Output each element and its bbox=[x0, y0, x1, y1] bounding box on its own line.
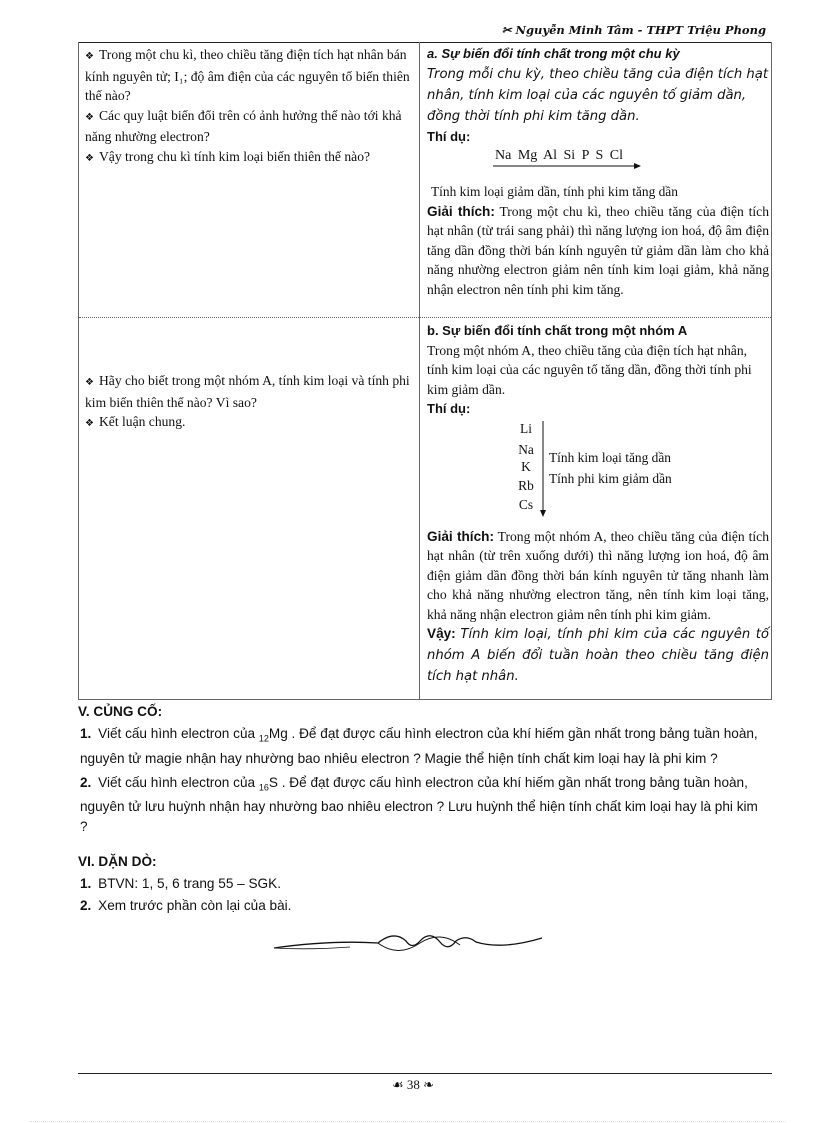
row1-content bbox=[427, 44, 769, 299]
bottom-dotted-edge bbox=[30, 1121, 786, 1122]
homework-item: 1. BTVN: 1, 5, 6 trang 55 – SGK. bbox=[80, 876, 281, 891]
element-symbol: K bbox=[521, 458, 531, 474]
row2-questions bbox=[85, 371, 415, 434]
element-symbol: Na bbox=[518, 441, 534, 457]
example-label: Thí dụ: bbox=[427, 128, 471, 144]
question-item: ❖ Các quy luật biến đổi trên có ảnh hưởng thế nào tới khả năng nhường electron? bbox=[85, 107, 402, 144]
element-sequence bbox=[427, 146, 769, 182]
section-b-heading: b. Sự biến đổi tính chất trong một nhóm A bbox=[427, 323, 688, 338]
conclusion-label: Vậy: bbox=[427, 626, 456, 641]
example-label: Thí dụ: bbox=[427, 401, 471, 416]
exercise-1: 1. Viết cấu hình electron của $_{12}$Mg . Để đạt được cấu hình electron của khí hiếm gần nhất trong bảng tuần hoàn, nguyên tử magie nhận hay nhường bao nhiêu electron ? Magie thể hiện tính chất kim loại hay là phi kim ? bbox=[80, 726, 758, 766]
lesson-table bbox=[78, 42, 772, 700]
diamond-bullet-icon: ❖ bbox=[85, 152, 94, 164]
period-explanation: Giải thích: Trong một chu kì, theo chiều tăng của điện tích hạt nhân (từ trái sang phải) thì năng lượng ion hoá, độ âm điện tăng dần đồng thời bán kính nguyên tử giảm dần làm cho khả năng nhường electron giảm nên tính kim loại giảm, khả năng nhận electron nên tính phi kim tăng. bbox=[427, 203, 770, 297]
column-divider bbox=[419, 42, 420, 699]
element-symbol: Rb bbox=[518, 477, 534, 493]
down-arrow-icon bbox=[539, 421, 547, 517]
homework-item: 2. Xem trước phần còn lại của bài. bbox=[80, 898, 292, 913]
exercise-2: 2. Viết cấu hình electron của $_{16}$S . Để đạt được cấu hình electron của khí hiếm gần nhất trong bảng tuần hoàn, nguyên tử lưu huỳnh nhận hay nhường bao nhiêu electron ? Lưu huỳnh thể hiện tính chất kim loại hay là phi kim ? bbox=[80, 774, 758, 835]
right-arrow-icon bbox=[493, 162, 641, 170]
period-rule: Trong mỗi chu kỳ, theo chiều tăng của điện tích hạt nhân, tính kim loại của các nguyên tố giảm dần, đồng thời tính phi kim tăng dần. bbox=[427, 66, 769, 124]
question-item: ❖ Trong một chu kì, theo chiều tăng điện tích hạt nhân bán kính nguyên tử; I₁; độ âm điện của các nguyên tố biến thiên thế nào? bbox=[85, 47, 410, 103]
nonmetal-trend: Tính phi kim giảm dần bbox=[549, 470, 672, 486]
diamond-bullet-icon: ❖ bbox=[85, 111, 94, 123]
diamond-bullet-icon: ❖ bbox=[85, 377, 94, 388]
row1-questions bbox=[85, 45, 415, 168]
diamond-bullet-icon: ❖ bbox=[85, 418, 94, 429]
row2-content bbox=[427, 321, 769, 687]
diamond-bullet-icon: ❖ bbox=[85, 51, 94, 62]
sequence-text: Na Mg Al Si P S Cl bbox=[495, 148, 623, 163]
homework-section bbox=[78, 852, 768, 916]
group-conclusion: Vậy: Tính kim loại, tính phi kim của các nguyên tố nhóm A biến đổi tuần hoàn theo chiều tăng điện tích hạt nhân. bbox=[427, 626, 769, 684]
group-rule: Trong một nhóm A, theo chiều tăng của điện tích hạt nhân, tính kim loại của các nguyên tố tăng dần, đồng thời tính phi kim giảm dần. bbox=[427, 342, 752, 397]
period-trend: Tính kim loại giảm dần, tính phi kim tăng dần bbox=[431, 184, 678, 199]
question-item: ❖ Hãy cho biết trong một nhóm A, tính kim loại và tính phi kim biến thiên thế nào? Vì sao? bbox=[85, 373, 410, 410]
explain-label: Giải thích: bbox=[427, 528, 494, 544]
page-header bbox=[78, 20, 772, 43]
author-line: ✂ Nguyễn Minh Tâm - THPT Triệu Phong bbox=[501, 23, 766, 37]
element-symbol: Li bbox=[520, 420, 532, 436]
section-title: V. CỦNG CỐ: bbox=[78, 704, 163, 719]
group-explanation: Giải thích: Trong một nhóm A, theo chiều tăng của điện tích hạt nhân (từ trên xuống dưới) thì năng lượng ion hoá, độ âm điện giảm dần đồng thời bán kính nguyên tử tăng nhanh làm cho khả năng nhường electron tăng, nên tính kim loại tăng, khả năng nhận electron giảm nên tính phi kim giảm. bbox=[427, 528, 769, 622]
group-example bbox=[427, 419, 769, 527]
section-title: VI. DẶN DÒ: bbox=[78, 854, 157, 869]
metal-trend: Tính kim loại tăng dần bbox=[549, 449, 671, 465]
question-item: ❖ Vậy trong chu kì tính kim loại biến thiên thế nào? bbox=[85, 148, 371, 164]
footer-rule bbox=[78, 1073, 772, 1074]
flourish-divider-icon bbox=[270, 928, 546, 964]
explain-label: Giải thích: bbox=[427, 203, 495, 219]
question-item: ❖ Kết luận chung. bbox=[85, 414, 186, 429]
page-number: ☙ 38 ❧ bbox=[391, 1077, 435, 1092]
row-divider bbox=[79, 317, 771, 318]
element-symbol: Cs bbox=[518, 496, 534, 512]
section-a-heading: a. Sự biến đổi tính chất trong một chu kỳ bbox=[427, 46, 680, 61]
consolidate-section bbox=[78, 702, 768, 837]
